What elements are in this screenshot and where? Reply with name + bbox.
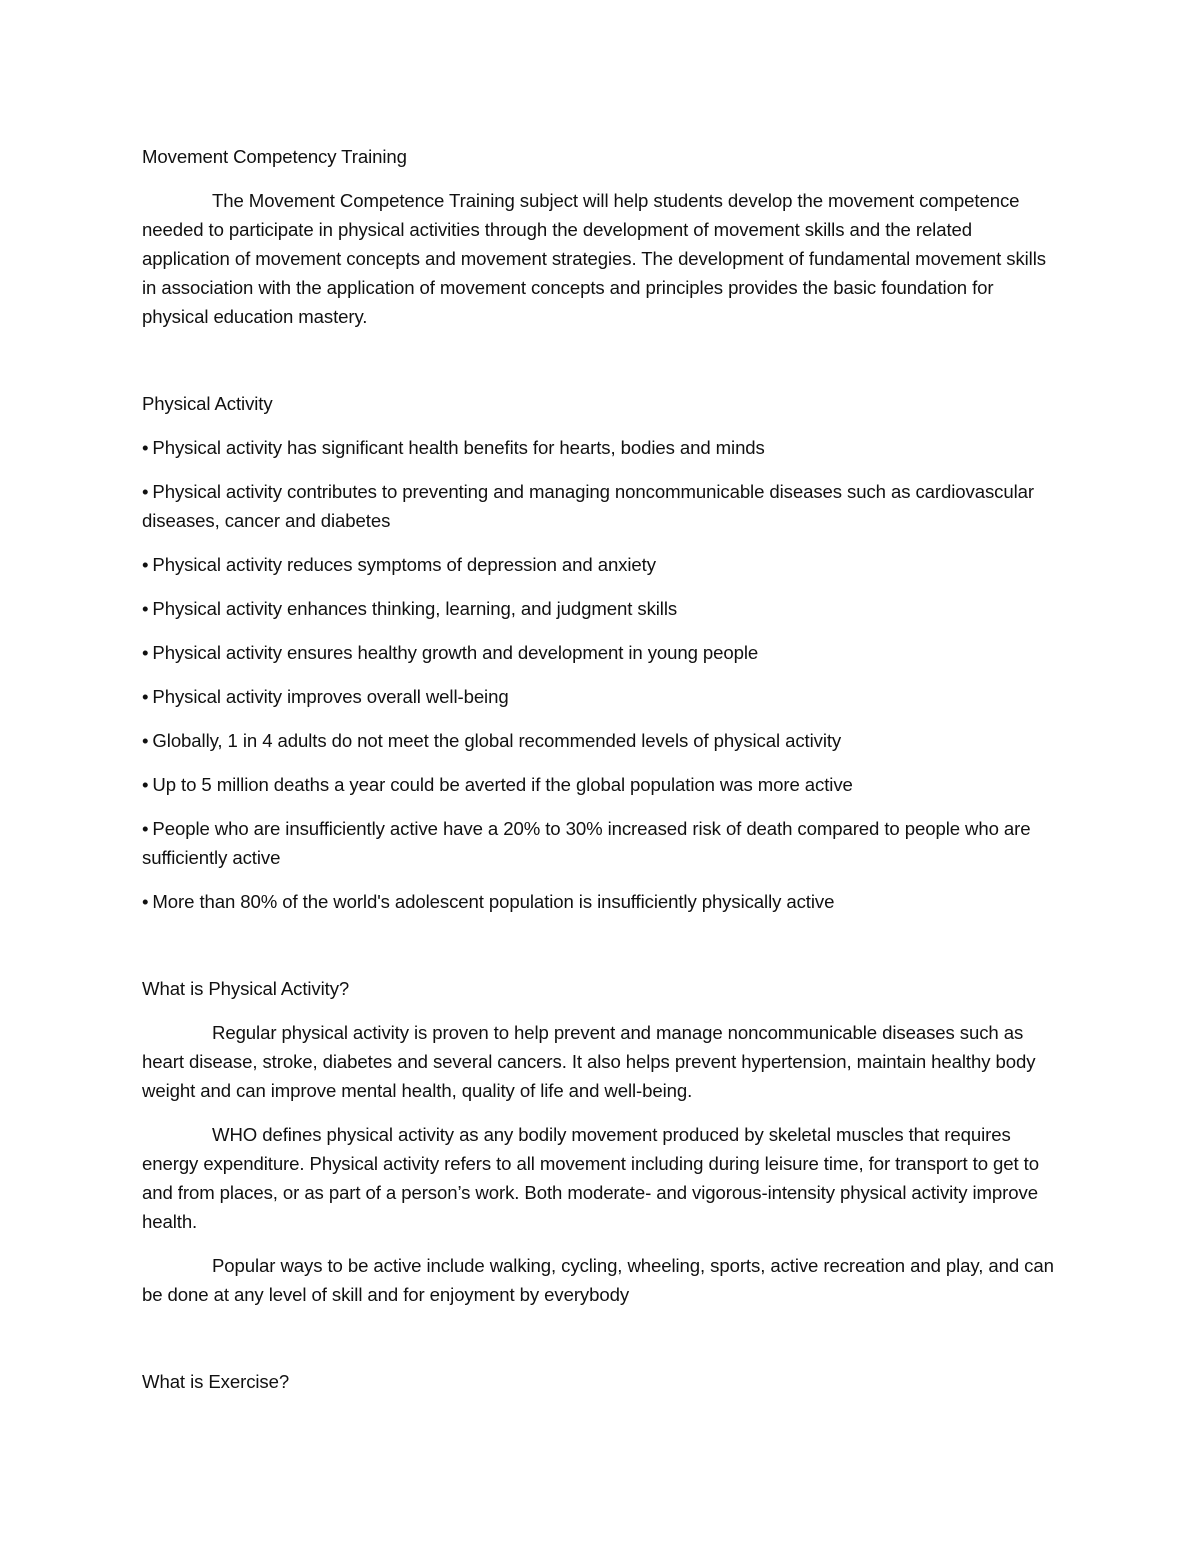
- bullet-icon: •: [142, 437, 149, 458]
- list-item-text: Physical activity ensures healthy growth and development in young people: [152, 642, 759, 663]
- paragraph-ways-to-be-active: Popular ways to be active include walking, cycling, wheeling, sports, active recreation and play, and can be done at any level of skill and for enjoyment by everybody: [142, 1255, 1054, 1305]
- bullet-list-physical-activity: [142, 433, 1062, 916]
- paragraph-who-definition: WHO defines physical activity as any bodily movement produced by skeletal muscles that requires energy expenditure. Physical activity refers to all movement including during leisure time, for transport to get to and from places, or as part of a person’s work. Both moderate- and vigorous-intensity physical activity improve health.: [142, 1124, 1039, 1232]
- list-item: [142, 550, 1062, 579]
- bullet-icon: •: [142, 774, 149, 795]
- list-item-text: Physical activity enhances thinking, learning, and judgment skills: [152, 598, 678, 619]
- list-item: [142, 433, 1062, 462]
- document-body: [142, 142, 1062, 1396]
- bullet-icon: •: [142, 481, 149, 502]
- bullet-icon: •: [142, 891, 149, 912]
- list-item: [142, 477, 1062, 535]
- section-heading-physical-activity: Physical Activity: [142, 393, 273, 414]
- list-item: [142, 682, 1062, 711]
- list-item-text: People who are insufficiently active have a 20% to 30% increased risk of death compared to people who are sufficiently active: [142, 818, 1031, 868]
- list-item: [142, 594, 1062, 623]
- paragraph-physical-activity-benefits: Regular physical activity is proven to help prevent and manage noncommunicable diseases such as heart disease, stroke, diabetes and several cancers. It also helps prevent hypertension, maintain healthy body weight and can improve mental health, quality of life and well-being.: [142, 1022, 1036, 1101]
- bullet-icon: •: [142, 730, 149, 751]
- list-item-text: Physical activity has significant health benefits for hearts, bodies and minds: [152, 437, 765, 458]
- section-heading-what-is-exercise: What is Exercise?: [142, 1371, 290, 1392]
- list-item: [142, 638, 1062, 667]
- list-item: [142, 726, 1062, 755]
- list-item: [142, 814, 1062, 872]
- list-item-text: Physical activity improves overall well-being: [152, 686, 509, 707]
- list-item-text: Physical activity reduces symptoms of depression and anxiety: [152, 554, 656, 575]
- bullet-icon: •: [142, 598, 149, 619]
- paragraph-movement-competence: The Movement Competence Training subject will help students develop the movement competence needed to participate in physical activities through the development of movement skills and the related application of movement concepts and movement strategies. The development of fundamental movement skills in association with the application of movement concepts and principles provides the basic foundation for physical education mastery.: [142, 190, 1046, 327]
- bullet-icon: •: [142, 642, 149, 663]
- list-item-text: Physical activity contributes to preventing and managing noncommunicable diseases such as cardiovascular diseases, cancer and diabetes: [142, 481, 1034, 531]
- list-item: [142, 887, 1062, 916]
- section-heading-movement-competency: Movement Competency Training: [142, 146, 407, 167]
- bullet-icon: •: [142, 554, 149, 575]
- bullet-icon: •: [142, 818, 149, 839]
- list-item-text: Globally, 1 in 4 adults do not meet the global recommended levels of physical activity: [152, 730, 842, 751]
- list-item: [142, 770, 1062, 799]
- bullet-icon: •: [142, 686, 149, 707]
- list-item-text: More than 80% of the world's adolescent population is insufficiently physically active: [152, 891, 835, 912]
- section-heading-what-is-physical-activity: What is Physical Activity?: [142, 978, 350, 999]
- list-item-text: Up to 5 million deaths a year could be averted if the global population was more active: [152, 774, 853, 795]
